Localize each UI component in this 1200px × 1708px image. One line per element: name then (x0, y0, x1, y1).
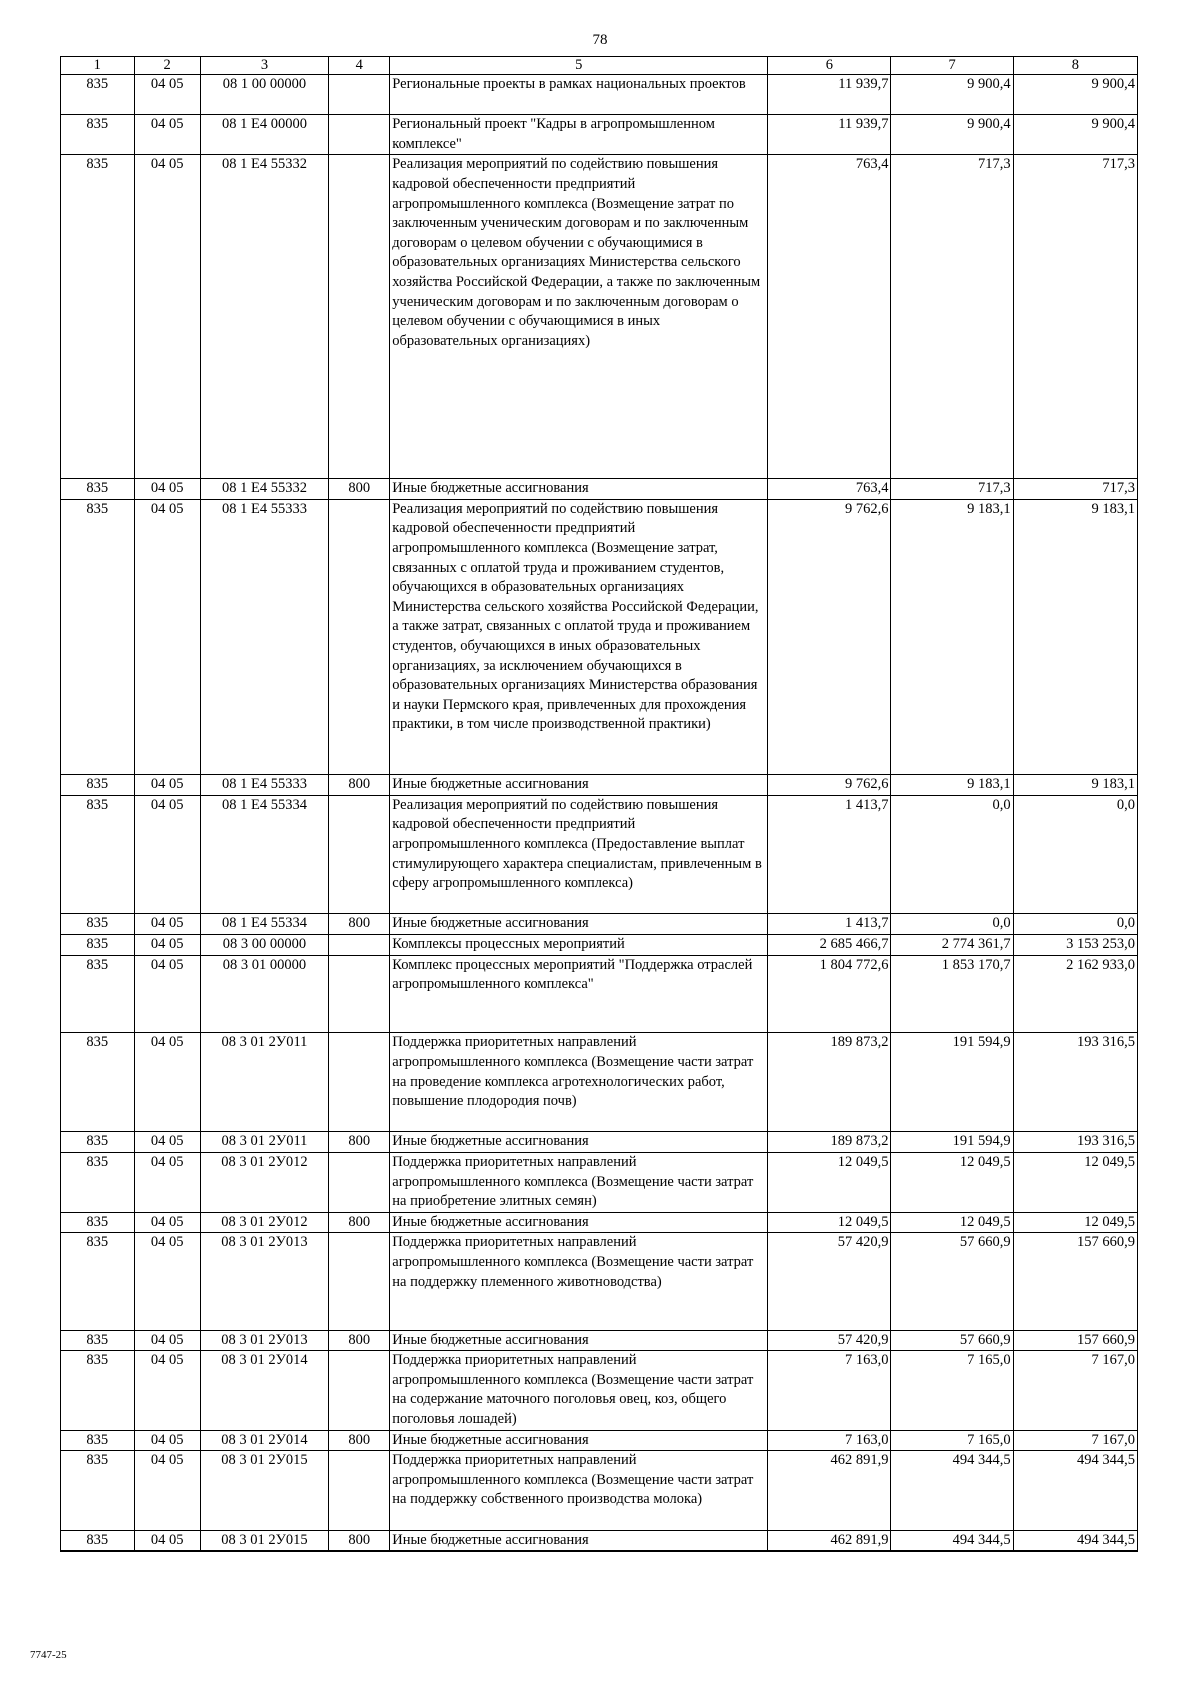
section-code-cell: 04 05 (134, 914, 200, 935)
target-article-cell: 08 1 00 00000 (200, 75, 328, 115)
agency-code-cell: 835 (61, 479, 135, 500)
table-body (61, 75, 1138, 1552)
amount-year1-cell: 57 420,9 (768, 1233, 891, 1330)
target-article-cell: 08 1 E4 55334 (200, 795, 328, 914)
expense-type-cell (329, 1451, 390, 1530)
section-code-cell: 04 05 (134, 1233, 200, 1330)
description-cell: Иные бюджетные ассигнования (390, 1530, 768, 1551)
expense-type-cell: 800 (329, 1430, 390, 1451)
expense-type-cell (329, 75, 390, 115)
amount-year2-cell: 9 900,4 (891, 75, 1013, 115)
amount-year1-cell: 57 420,9 (768, 1330, 891, 1351)
amount-year2-cell: 7 165,0 (891, 1351, 1013, 1430)
target-article-cell: 08 1 E4 55332 (200, 155, 328, 479)
amount-year1-cell: 462 891,9 (768, 1530, 891, 1551)
agency-code-cell: 835 (61, 1212, 135, 1233)
amount-year3-cell: 717,3 (1013, 479, 1137, 500)
amount-year2-cell: 12 049,5 (891, 1212, 1013, 1233)
description-cell: Иные бюджетные ассигнования (390, 775, 768, 796)
target-article-cell: 08 3 01 2У012 (200, 1152, 328, 1212)
target-article-cell: 08 3 01 2У011 (200, 1132, 328, 1153)
agency-code-cell: 835 (61, 955, 135, 1033)
agency-code-cell: 835 (61, 1132, 135, 1153)
amount-year2-cell: 717,3 (891, 479, 1013, 500)
expense-type-cell (329, 1233, 390, 1330)
target-article-cell: 08 1 E4 55332 (200, 479, 328, 500)
expense-type-cell (329, 1351, 390, 1430)
section-code-cell: 04 05 (134, 934, 200, 955)
amount-year2-cell: 9 183,1 (891, 499, 1013, 774)
amount-year1-cell: 12 049,5 (768, 1212, 891, 1233)
section-code-cell: 04 05 (134, 1330, 200, 1351)
amount-year1-cell: 7 163,0 (768, 1351, 891, 1430)
amount-year3-cell: 193 316,5 (1013, 1132, 1137, 1153)
table-row (61, 955, 1138, 1033)
expense-type-cell: 800 (329, 775, 390, 796)
target-article-cell: 08 3 01 00000 (200, 955, 328, 1033)
amount-year1-cell: 189 873,2 (768, 1033, 891, 1132)
amount-year3-cell: 9 183,1 (1013, 775, 1137, 796)
agency-code-cell: 835 (61, 914, 135, 935)
header-row (61, 57, 1138, 75)
column-header: 7 (891, 57, 1013, 75)
expense-type-cell: 800 (329, 479, 390, 500)
agency-code-cell: 835 (61, 934, 135, 955)
agency-code-cell: 835 (61, 775, 135, 796)
description-cell: Поддержка приоритетных направлений агропромышленного комплекса (Возмещение части затрат на содержание маточного поголовья овец, коз, общего поголовья лошадей) (390, 1351, 768, 1430)
table-row (61, 1233, 1138, 1330)
target-article-cell: 08 1 E4 55333 (200, 499, 328, 774)
amount-year2-cell: 494 344,5 (891, 1451, 1013, 1530)
amount-year2-cell: 494 344,5 (891, 1530, 1013, 1551)
amount-year2-cell: 57 660,9 (891, 1233, 1013, 1330)
agency-code-cell: 835 (61, 1451, 135, 1530)
section-code-cell: 04 05 (134, 1033, 200, 1132)
amount-year3-cell: 7 167,0 (1013, 1351, 1137, 1430)
description-cell: Иные бюджетные ассигнования (390, 1212, 768, 1233)
amount-year3-cell: 12 049,5 (1013, 1212, 1137, 1233)
amount-year3-cell: 494 344,5 (1013, 1530, 1137, 1551)
table-row (61, 1451, 1138, 1530)
target-article-cell: 08 3 01 2У013 (200, 1233, 328, 1330)
amount-year3-cell: 9 183,1 (1013, 499, 1137, 774)
description-cell: Иные бюджетные ассигнования (390, 479, 768, 500)
amount-year1-cell: 1 413,7 (768, 795, 891, 914)
amount-year1-cell: 1 413,7 (768, 914, 891, 935)
section-code-cell: 04 05 (134, 1212, 200, 1233)
agency-code-cell: 835 (61, 1233, 135, 1330)
section-code-cell: 04 05 (134, 499, 200, 774)
table-row (61, 1132, 1138, 1153)
amount-year1-cell: 9 762,6 (768, 499, 891, 774)
column-header: 5 (390, 57, 768, 75)
target-article-cell: 08 3 01 2У012 (200, 1212, 328, 1233)
table-row (61, 1530, 1138, 1551)
amount-year3-cell: 193 316,5 (1013, 1033, 1137, 1132)
page-number: 78 (592, 32, 608, 48)
amount-year1-cell: 11 939,7 (768, 75, 891, 115)
description-cell: Реализация мероприятий по содействию повышения кадровой обеспеченности предприятий агропромышленного комплекса (Возмещение затрат по заключенным ученическим договорам и по заключенным договорам о целевом обучении с обучающимися в образовательных организациях Министерства сельского хозяйства Российской Федерации, а также по заключенным ученическим договорам и по заключенным договорам о целевом обучении с обучающимися в иных образовательных организациях) (390, 155, 768, 479)
description-cell: Комплекс процессных мероприятий "Поддержка отраслей агропромышленного комплекса" (390, 955, 768, 1033)
section-code-cell: 04 05 (134, 115, 200, 155)
amount-year3-cell: 2 162 933,0 (1013, 955, 1137, 1033)
table-row (61, 155, 1138, 479)
section-code-cell: 04 05 (134, 1152, 200, 1212)
expense-type-cell (329, 955, 390, 1033)
amount-year2-cell: 717,3 (891, 155, 1013, 479)
amount-year2-cell: 1 853 170,7 (891, 955, 1013, 1033)
amount-year1-cell: 763,4 (768, 155, 891, 479)
amount-year3-cell: 157 660,9 (1013, 1330, 1137, 1351)
amount-year3-cell: 9 900,4 (1013, 115, 1137, 155)
description-cell: Иные бюджетные ассигнования (390, 1330, 768, 1351)
table-row (61, 479, 1138, 500)
amount-year2-cell: 57 660,9 (891, 1330, 1013, 1351)
table-row (61, 115, 1138, 155)
expense-type-cell: 800 (329, 1132, 390, 1153)
amount-year3-cell: 494 344,5 (1013, 1451, 1137, 1530)
amount-year1-cell: 2 685 466,7 (768, 934, 891, 955)
target-article-cell: 08 3 01 2У011 (200, 1033, 328, 1132)
description-cell: Поддержка приоритетных направлений агропромышленного комплекса (Возмещение части затрат на поддержку племенного животноводства) (390, 1233, 768, 1330)
table-row (61, 1330, 1138, 1351)
description-cell: Поддержка приоритетных направлений агропромышленного комплекса (Возмещение части затрат на проведение комплекса агротехнологических работ, повышение плодородия почв) (390, 1033, 768, 1132)
description-cell: Реализация мероприятий по содействию повышения кадровой обеспеченности предприятий агропромышленного комплекса (Предоставление выплат стимулирующего характера специалистам, привлеченным в сферу агропромышленного комплекса) (390, 795, 768, 914)
column-header: 4 (329, 57, 390, 75)
amount-year2-cell: 0,0 (891, 795, 1013, 914)
agency-code-cell: 835 (61, 115, 135, 155)
target-article-cell: 08 3 01 2У015 (200, 1451, 328, 1530)
table-row (61, 499, 1138, 774)
table-row (61, 1351, 1138, 1430)
amount-year2-cell: 2 774 361,7 (891, 934, 1013, 955)
description-cell: Региональные проекты в рамках национальных проектов (390, 75, 768, 115)
amount-year1-cell: 12 049,5 (768, 1152, 891, 1212)
expense-type-cell (329, 795, 390, 914)
description-cell: Поддержка приоритетных направлений агропромышленного комплекса (Возмещение части затрат на поддержку собственного производства молока) (390, 1451, 768, 1530)
column-header: 3 (200, 57, 328, 75)
section-code-cell: 04 05 (134, 479, 200, 500)
table-row (61, 914, 1138, 935)
section-code-cell: 04 05 (134, 1530, 200, 1551)
amount-year1-cell: 462 891,9 (768, 1451, 891, 1530)
table-row (61, 1212, 1138, 1233)
section-code-cell: 04 05 (134, 795, 200, 914)
amount-year2-cell: 12 049,5 (891, 1152, 1013, 1212)
section-code-cell: 04 05 (134, 1451, 200, 1530)
amount-year3-cell: 9 900,4 (1013, 75, 1137, 115)
table-row (61, 1430, 1138, 1451)
expense-type-cell (329, 499, 390, 774)
description-cell: Иные бюджетные ассигнования (390, 1132, 768, 1153)
column-header: 2 (134, 57, 200, 75)
column-header: 6 (768, 57, 891, 75)
amount-year1-cell: 11 939,7 (768, 115, 891, 155)
amount-year2-cell: 191 594,9 (891, 1132, 1013, 1153)
table-row (61, 795, 1138, 914)
section-code-cell: 04 05 (134, 75, 200, 115)
agency-code-cell: 835 (61, 75, 135, 115)
target-article-cell: 08 3 01 2У014 (200, 1430, 328, 1451)
target-article-cell: 08 1 E4 00000 (200, 115, 328, 155)
document-code: 7747-25 (30, 1649, 67, 1661)
agency-code-cell: 835 (61, 1330, 135, 1351)
amount-year3-cell: 12 049,5 (1013, 1152, 1137, 1212)
expense-type-cell (329, 115, 390, 155)
expense-type-cell: 800 (329, 1212, 390, 1233)
amount-year2-cell: 0,0 (891, 914, 1013, 935)
section-code-cell: 04 05 (134, 1132, 200, 1153)
expense-type-cell (329, 934, 390, 955)
amount-year3-cell: 0,0 (1013, 795, 1137, 914)
agency-code-cell: 835 (61, 155, 135, 479)
target-article-cell: 08 3 01 2У013 (200, 1330, 328, 1351)
table-row (61, 75, 1138, 115)
amount-year3-cell: 157 660,9 (1013, 1233, 1137, 1330)
amount-year2-cell: 7 165,0 (891, 1430, 1013, 1451)
section-code-cell: 04 05 (134, 155, 200, 479)
table-row (61, 775, 1138, 796)
expense-type-cell (329, 1152, 390, 1212)
amount-year1-cell: 763,4 (768, 479, 891, 500)
table-row (61, 1152, 1138, 1212)
amount-year3-cell: 0,0 (1013, 914, 1137, 935)
amount-year2-cell: 9 183,1 (891, 775, 1013, 796)
section-code-cell: 04 05 (134, 1351, 200, 1430)
agency-code-cell: 835 (61, 1430, 135, 1451)
amount-year3-cell: 7 167,0 (1013, 1430, 1137, 1451)
expense-type-cell: 800 (329, 1530, 390, 1551)
column-header: 1 (61, 57, 135, 75)
amount-year3-cell: 717,3 (1013, 155, 1137, 479)
amount-year1-cell: 7 163,0 (768, 1430, 891, 1451)
budget-table (60, 56, 1138, 1552)
agency-code-cell: 835 (61, 1530, 135, 1551)
description-cell: Комплексы процессных мероприятий (390, 934, 768, 955)
agency-code-cell: 835 (61, 795, 135, 914)
target-article-cell: 08 1 E4 55333 (200, 775, 328, 796)
description-cell: Иные бюджетные ассигнования (390, 914, 768, 935)
expense-type-cell (329, 155, 390, 479)
expense-type-cell: 800 (329, 914, 390, 935)
amount-year2-cell: 9 900,4 (891, 115, 1013, 155)
agency-code-cell: 835 (61, 1152, 135, 1212)
target-article-cell: 08 1 E4 55334 (200, 914, 328, 935)
section-code-cell: 04 05 (134, 1430, 200, 1451)
description-cell: Реализация мероприятий по содействию повышения кадровой обеспеченности предприятий агропромышленного комплекса (Возмещение затрат, связанных с оплатой труда и проживанием студентов, обучающихся в образовательных организациях Министерства сельского хозяйства Российской Федерации, а также затрат, связанных с оплатой труда и проживанием студентов, обучающихся в иных образовательных организациях, за исключением обучающихся в образовательных организациях Министерства образования и науки Пермского края, привлеченных для прохождения практики, в том числе производственной практики) (390, 499, 768, 774)
section-code-cell: 04 05 (134, 955, 200, 1033)
amount-year3-cell: 3 153 253,0 (1013, 934, 1137, 955)
description-cell: Региональный проект "Кадры в агропромышленном комплексе" (390, 115, 768, 155)
amount-year1-cell: 9 762,6 (768, 775, 891, 796)
table-row (61, 934, 1138, 955)
description-cell: Иные бюджетные ассигнования (390, 1430, 768, 1451)
amount-year2-cell: 191 594,9 (891, 1033, 1013, 1132)
target-article-cell: 08 3 01 2У015 (200, 1530, 328, 1551)
section-code-cell: 04 05 (134, 775, 200, 796)
target-article-cell: 08 3 01 2У014 (200, 1351, 328, 1430)
expense-type-cell (329, 1033, 390, 1132)
description-cell: Поддержка приоритетных направлений агропромышленного комплекса (Возмещение части затрат на приобретение элитных семян) (390, 1152, 768, 1212)
table-row (61, 1033, 1138, 1132)
agency-code-cell: 835 (61, 1033, 135, 1132)
amount-year1-cell: 189 873,2 (768, 1132, 891, 1153)
column-header: 8 (1013, 57, 1137, 75)
amount-year1-cell: 1 804 772,6 (768, 955, 891, 1033)
agency-code-cell: 835 (61, 499, 135, 774)
agency-code-cell: 835 (61, 1351, 135, 1430)
expense-type-cell: 800 (329, 1330, 390, 1351)
target-article-cell: 08 3 00 00000 (200, 934, 328, 955)
